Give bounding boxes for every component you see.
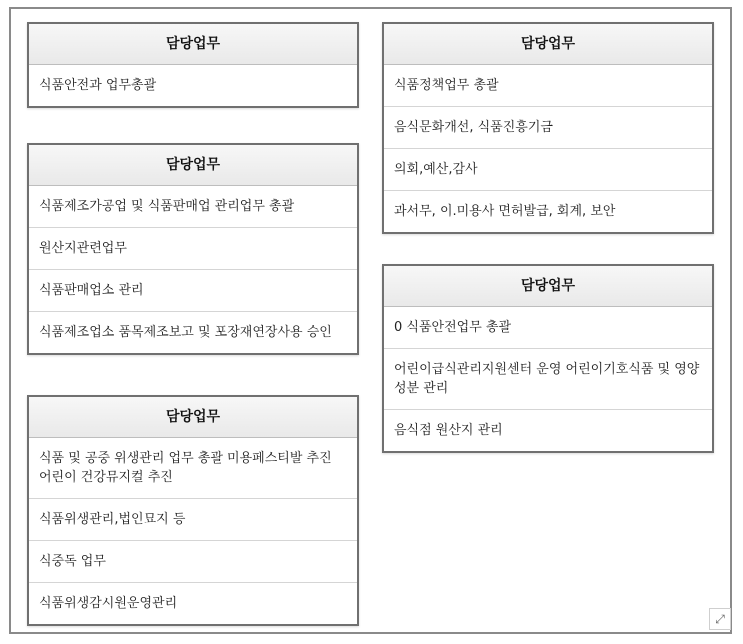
duty-row: 0 식품안전업무 총괄: [384, 307, 712, 349]
duty-card-3: [27, 395, 359, 626]
duty-row: 식품위생관리,법인묘지 등: [29, 499, 357, 541]
card-header: 담당업무: [29, 24, 357, 65]
duty-row: 의회,예산,감사: [384, 149, 712, 191]
duty-row: 식품위생감시원운영관리: [39, 596, 178, 611]
duty-row: 식품제조업소 품목제조보고 및 포장재연장사용 승인: [39, 325, 332, 340]
duty-card-5: [382, 264, 714, 453]
duty-row: 음식점 원산지 관리: [394, 423, 503, 438]
duty-row: 어린이급식관리지원센터 운영 어린이기호식품 및 영양성분 관리: [384, 349, 712, 410]
duty-row: 과서무, 이.미용사 면허발급, 회계, 보안: [394, 204, 616, 219]
duty-row: 식품제조가공업 및 식품판매업 관리업무 총괄: [29, 186, 357, 228]
duty-row: 식중독 업무: [29, 541, 357, 583]
duty-row: 식품정책업무 총괄: [384, 65, 712, 107]
duty-card-2: [27, 143, 359, 355]
duty-row: 식품 및 공중 위생관리 업무 총괄 미용페스티발 추진 어린이 건강뮤지컬 추진: [29, 438, 357, 499]
duty-row: 식품판매업소 관리: [29, 270, 357, 312]
duty-row: 식품안전과 업무총괄: [39, 78, 157, 93]
duty-card-1: [27, 22, 359, 108]
duty-row: 음식문화개선, 식품진흥기금: [384, 107, 712, 149]
duty-row: 원산지관련업무: [29, 228, 357, 270]
expand-arrows-icon[interactable]: ⤢: [709, 608, 731, 630]
card-header: 담당업무: [29, 145, 357, 186]
card-header: 담당업무: [29, 397, 357, 438]
duty-card-4: [382, 22, 714, 234]
card-header: 담당업무: [384, 24, 712, 65]
card-header: 담당업무: [384, 266, 712, 307]
